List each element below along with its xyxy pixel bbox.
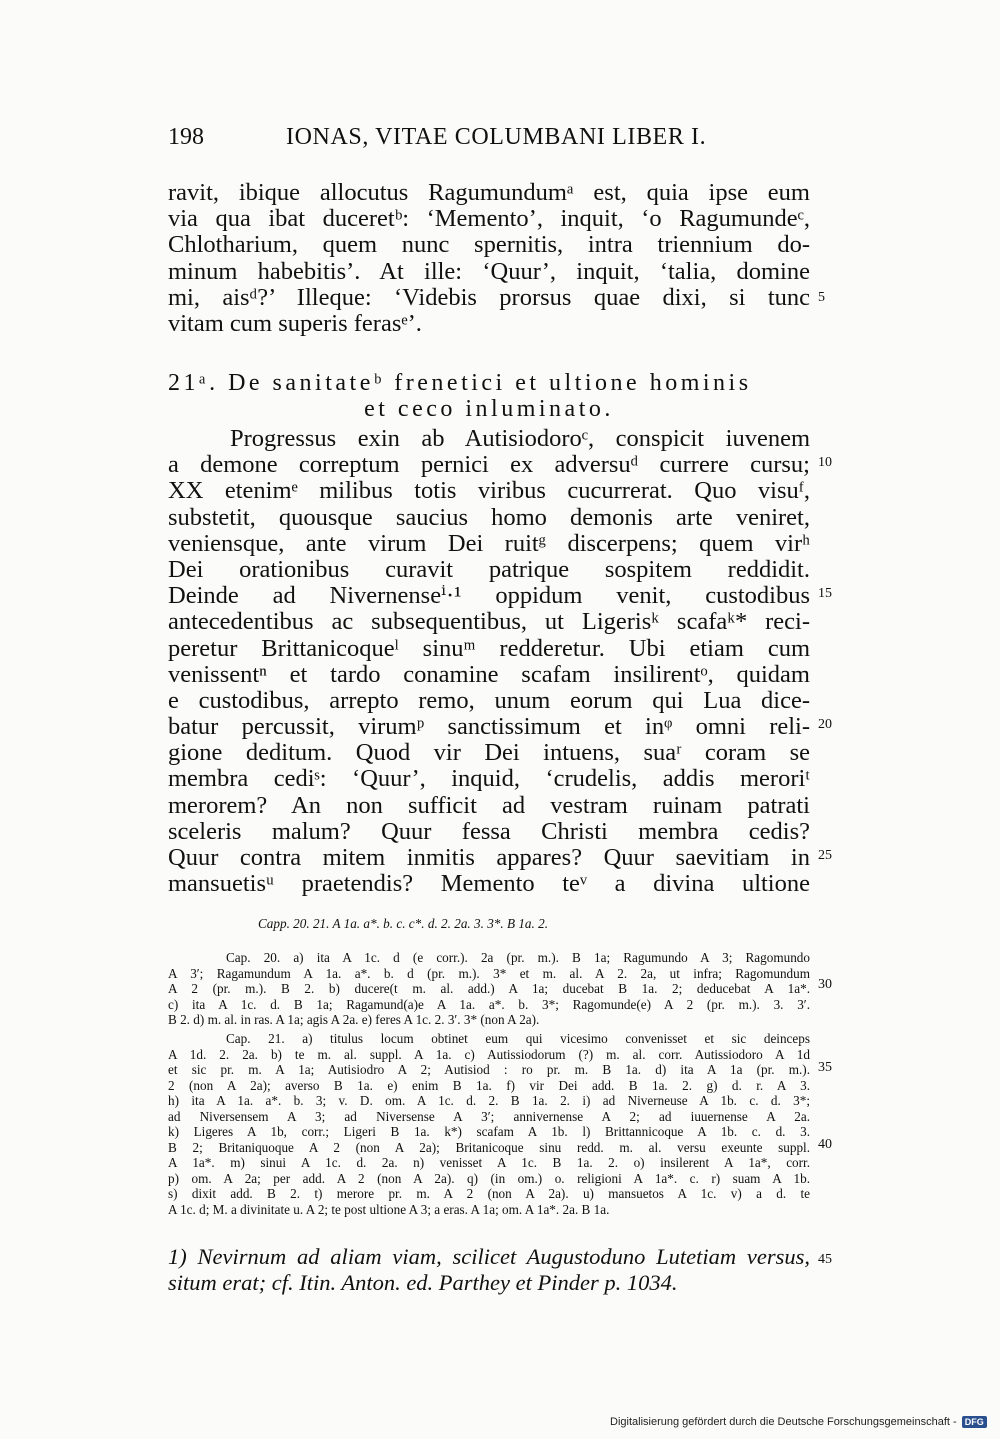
footnote-line: situm erat; cf. Itin. Anton. ed. Parthey et Pinder p. 1034.	[168, 1270, 678, 1295]
chapter-title-line-2: et ceco inluminato.	[364, 396, 614, 422]
running-title: IONAS, VITAE COLUMBANI LIBER I.	[286, 124, 707, 150]
apparatus-line: h) ita A 1a. a*. b. 3; v. D. om. A 1c. d. 2. B 1a. 2. i) ad Niverneuse A 1b. c. d. 3*;	[168, 1093, 810, 1108]
dfg-logo: DFG	[962, 1416, 987, 1428]
text-line: venissentⁿ et tardo conamine scafam insilirentᵒ, quidam	[168, 661, 810, 688]
text-line: mi, aisᵈ?’ Illeque: ‘Videbis prorsus quae dixi, si tunc	[168, 284, 810, 311]
line-number: 40	[818, 1137, 832, 1152]
text-line: substetit, quousque saucius homo demonis arte veniret,	[168, 504, 810, 531]
text-line: vitam cum superis ferasᵉ’.	[168, 310, 422, 337]
apparatus-line: B 2. d) m. al. in ras. A 1a; agis A 2a. e) feres A 1c. 2. 3′. 3* (non A 2a).	[168, 1012, 540, 1027]
chapter-heading	[168, 370, 810, 422]
chapter-title-line-1: 21ᵃ. De sanitateᵇ frenetici et ultione hominis	[168, 370, 752, 396]
text-line: a demone correptum pernici ex adversuᵈ currere cursu;	[168, 452, 810, 479]
line-number: 20	[818, 717, 832, 732]
apparatus-line: 2 (non A 2a); averso B 1a. e) enim B 1a. f) vir Dei add. B 1a. 2. g) d. r. A 3.	[168, 1077, 810, 1093]
apparatus-line: Cap. 21. a) titulus locum obtinet eum qui vicesimo convenisset et sic deinceps	[226, 1031, 810, 1046]
line-number: 15	[818, 586, 832, 601]
apparatus-line: s) dixit add. B 2. t) merore pr. m. A 2 (non A 2a). u) mansuetos A 1c. v) a d. te	[168, 1186, 810, 1201]
text-line: membra cediˢ: ‘Quur’, inquid, ‘crudelis, addis meroriᵗ	[168, 766, 810, 793]
footnote-line: 1) Nevirnum ad aliam viam, scilicet Augustoduno Lutetiam versus,	[168, 1244, 810, 1269]
apparatus-line: A 2 (pr. m.). B 2. b) ducere(t m. al. add.) A 1a; ducebat B 1a. 2; deducebat A 1a*.	[168, 981, 810, 996]
line-number: 10	[818, 455, 832, 470]
main-text-block-a	[168, 180, 810, 337]
credit-text: Digitalisierung gefördert durch die Deutsche Forschungsgemeinschaft -	[610, 1416, 957, 1428]
footnote	[168, 1244, 810, 1296]
text-line: gione deditum. Quod vir Dei intuens, suaʳ coram se	[168, 740, 810, 767]
apparatus-line: A 1a*. m) sinui A 1c. d. 2a. n) venisset A 1c. B 1a. 2. o) insilerent A 1a*, corr.	[168, 1155, 810, 1170]
apparatus-line: k) Ligeres A 1b, corr.; Ligeri B 1a. k*) scafam A 1b. l) Brittannicoque A 1b. c. d. 3.	[168, 1124, 810, 1139]
apparatus-line: A 1c. d; M. a divinitate u. A 2; te post ultione A 3; a eras. A 1a; om. A 1a*. 2a. B 1a.	[168, 1201, 610, 1217]
apparatus-line: c) ita A 1c. d. B 1a; Ragamund(a)e A 1a. a*. b. 3*; Ragomunde(e) A 2 (pr. m.). 3. 3′.	[168, 996, 810, 1012]
manuscript-sigla: Capp. 20. 21. A 1a. a*. b. c. c*. d. 2. 2a. 3. 3*. B 1a. 2.	[258, 916, 548, 931]
line-number: 35	[818, 1060, 832, 1075]
page-header	[168, 124, 808, 154]
apparatus-line: et sic pr. m. A 1a; Autisiodro A 2; Autisiod : ro pr. m. B 1a. d) ita A 1a (pr. m.).	[168, 1062, 810, 1077]
text-line: minum habebitis’. At ille: ‘Quur’, inquit, ‘talia, domine	[168, 258, 810, 285]
line-number: 30	[818, 977, 832, 992]
apparatus-line: A 3′; Ragamundum A 1a. a*. b. d (pr. m.). 3* et m. al. A 2. 2a, ut infra; Ragomundum	[168, 965, 810, 981]
line-number: 5	[818, 290, 825, 305]
text-line: via qua ibat duceretᵇ: ‘Memento’, inquit, ‘o Ragumundeᶜ,	[168, 206, 810, 233]
apparatus-line: ad Niversensem A 3; ad Niversense A 3′; annivernense A 2; ad iuuernense A 2a.	[168, 1108, 810, 1124]
apparatus-line: A 1d. 2. 2a. b) te m. al. suppl. A 1a. c) Autissiodorum (?) m. al. corr. Autissiodoro A 1d	[168, 1046, 810, 1062]
page-number: 198	[168, 124, 204, 150]
line-number: 25	[818, 848, 832, 863]
digitization-credit	[610, 1416, 990, 1434]
text-line: Progressus exin ab Autisiodoroᶜ, conspicit iuvenem	[230, 426, 810, 452]
text-line: mansuetisᵘ praetendis? Memento teᵛ a divina ultione	[168, 871, 810, 898]
text-line: batur percussit, virumᵖ sanctissimum et inᵠ omni reli-	[168, 714, 810, 741]
text-line: sceleris malum? Quur fessa Christi membra cedis?	[168, 818, 810, 845]
text-line: Deinde ad Nivernenseⁱ·¹ oppidum venit, custodibus	[168, 583, 810, 610]
text-line: peretur Brittanicoqueˡ sinuᵐ redderetur. Ubi etiam cum	[168, 635, 810, 662]
text-line: Quur contra mitem inmitis appares? Quur saevitiam in	[168, 845, 810, 871]
text-line: XX etenimᵉ milibus totis viribus cucurrerat. Quo visuᶠ,	[168, 478, 810, 505]
line-number: 45	[818, 1252, 832, 1267]
apparatus-line: Cap. 20. a) ita A 1c. d (e corr.). 2a (pr. m.). B 1a; Ragumundo A 3; Ragomundo	[226, 950, 810, 965]
text-line: merorem? An non sufficit ad vestram ruinam patrati	[168, 792, 810, 819]
text-line: antecedentibus ac subsequentibus, ut Ligerisᵏ scafaᵏ* reci-	[168, 609, 810, 636]
apparatus-line: p) om. A 2a; per add. A 2 (non A 2a). q) (in om.) o. religioni A 1a*. c. r) suam A 1b.	[168, 1170, 810, 1186]
apparatus-line: B 2; Britaniquoque A 2 (non A 2a); Britanicoque sinu redd. m. al. versu exeunte suppl.	[168, 1139, 810, 1155]
text-line: Dei orationibus curavit patrique sospitem reddidit.	[168, 556, 810, 583]
text-line: ravit, ibique allocutus Ragumundumᵃ est, quia ipse eum	[168, 180, 810, 206]
apparatus-chapter-20	[168, 950, 810, 1028]
text-line: e custodibus, arrepto remo, unum eorum qui Lua dice-	[168, 687, 810, 714]
apparatus-chapter-21	[168, 1031, 810, 1217]
main-text-block-b	[168, 426, 810, 897]
text-line: veniensque, ante virum Dei ruitᵍ discerpens; quem virʰ	[168, 530, 810, 557]
text-line: Chlotharium, quem nunc spernitis, intra triennium do-	[168, 232, 810, 259]
